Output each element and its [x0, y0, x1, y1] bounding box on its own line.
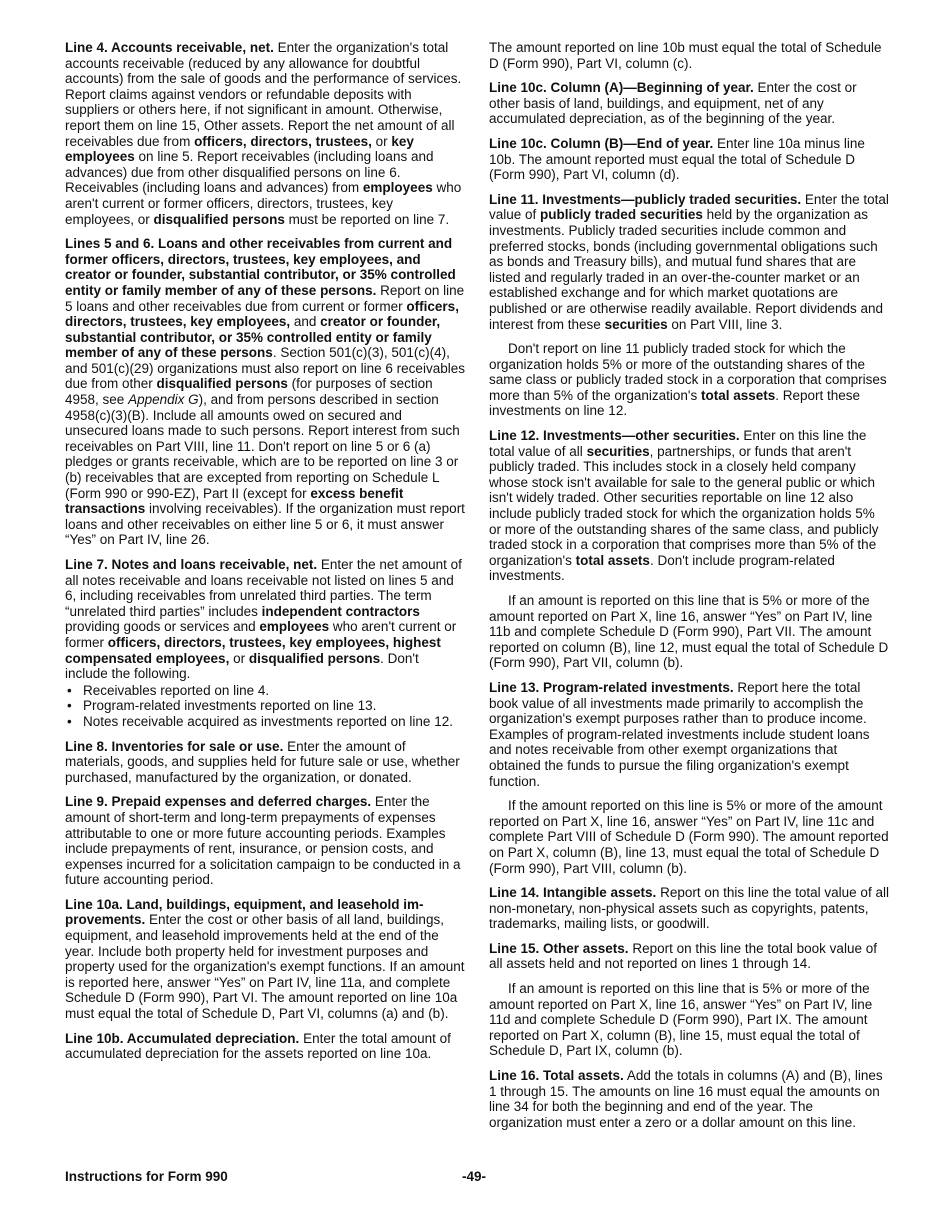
text-run: who aren't current or former — [65, 619, 457, 650]
bold-term: Line 9. Prepaid expenses and deferred charges. — [65, 794, 372, 810]
footer-form-title: Instructions for Form 990 — [65, 1169, 228, 1184]
bold-term: total assets — [700, 387, 776, 403]
text-run: must be reported on line 7. — [284, 211, 450, 227]
text-run: Report on line 5 loans and other receivables due from current or former — [65, 282, 465, 314]
paragraph — [65, 794, 465, 888]
text-run: Don't report on line 11 publicly traded stock for which the organization holds 5% or more of the outstanding shares of the same class or publicly traded stock in a corporation that comprises more than 5% of the organization's — [489, 341, 887, 403]
bold-term: securities — [604, 316, 668, 332]
paragraph — [489, 192, 889, 332]
bold-term: employees — [362, 180, 433, 196]
paragraph — [65, 236, 465, 548]
text-run: who aren't current or former officers, directors, trustees, key employees, or — [65, 180, 462, 227]
bold-term: officers, directors, trustees, key employees, highest compensated employees, — [65, 634, 441, 666]
paragraph — [489, 341, 889, 419]
text-run: . Section 501(c)(3), 501(c)(4), and 501(c)(29) organizations must also report on line 6 receivables due from other — [65, 345, 465, 392]
bold-term: disqualified persons — [248, 650, 381, 666]
page-number: -49- — [462, 1169, 487, 1184]
text-run: on line 5. Report receivables (including loans and advances) due from other disqualified persons on line 6. Receivables (including loans and advances) from — [65, 149, 434, 196]
bold-term: key employees — [65, 133, 414, 165]
text-run: (for purposes of section 4958, see — [65, 376, 433, 408]
text-run: Enter the total amount of accumulated depreciation for the assets reported on line 10a. — [65, 1030, 451, 1062]
text-run: on Part VIII, line 3. — [667, 316, 783, 332]
text-run: Report here the total book value of all investments made primarily to accomplish the organization's exempt purposes rather than to produce income. Examples of program-related investments include student loans and notes receivable from other exempt organizations that obtained the funds to pursue the filing organization's exempt function. — [489, 679, 870, 789]
bold-term: Line 16. Total assets. — [489, 1068, 624, 1084]
paragraph — [489, 136, 889, 183]
text-run: . Don't include the following. — [65, 650, 419, 682]
paragraph — [489, 981, 889, 1059]
paragraph — [489, 941, 889, 972]
bold-term: disqualified persons — [156, 376, 288, 392]
right-column — [489, 40, 889, 1139]
bold-term: employees — [259, 619, 330, 635]
text-run: providing goods or services and — [65, 619, 260, 635]
paragraph — [489, 80, 889, 127]
bold-term: Line 8. Inventories for sale or use. — [65, 738, 284, 754]
bold-term: disqualified persons — [153, 211, 285, 227]
italic-reference: Appendix G — [128, 392, 199, 408]
paragraph — [65, 1031, 465, 1062]
bold-term: creator or founder, substantial contributor, or 35% controlled entity or family member of any of these persons — [65, 314, 441, 361]
text-run: Add the totals in columns (A) and (B), lines 1 through 15. The amounts on line 16 must equal the amounts on line 34 for both the beginning and end of the year. The organization must enter a zero or a dollar amount on this line. — [489, 1068, 883, 1130]
paragraph — [65, 739, 465, 786]
text-run: or — [229, 650, 249, 666]
bold-term: excess benefit transactions — [65, 485, 404, 517]
bold-term: Line 10c. Column (A)—Beginning of year. — [489, 80, 754, 96]
text-run: If an amount is reported on this line that is 5% or more of the amount reported on Part X, line 16, answer “Yes” on Part IV, line 11d and complete Schedule D (Form 990), Part IX. The amount reported on Part X, column (B), line 15, must equal the total of Schedule D, Part IX, column (b). — [489, 981, 873, 1059]
text-run: If an amount is reported on this line that is 5% or more of the amount reported on Part X, line 16, answer “Yes” on Part IV, line 11b and complete Schedule D (Form 990), Part VII. The amount reported on column (B), line 12, must equal the total of Schedule D (Form 990), Part VII, column (b). — [489, 593, 889, 671]
text-run: Report on this line the total book value of all assets held and not reported on lines 1 through 14. — [489, 940, 877, 972]
text-run: or — [371, 133, 392, 149]
text-run: Enter the cost or other basis of all land, buildings, equipment, and leasehold improvements held at the end of the year. Include both property held for investment purposes and property used for the organization's exempt functions. If an amount is reported here, answer “Yes” on Part IV, line 11a, and complete Schedule D (Form 990), Part VI. The amount reported on line 10a must equal the total of Schedule D, Part VI, columns (a) and (b). — [65, 912, 465, 1022]
bullet-item: • Program-related investments reported on line 13. — [65, 698, 465, 714]
paragraph — [489, 1068, 889, 1130]
bold-term: Line 11. Investments—publicly traded securities. — [489, 191, 802, 207]
paragraph — [489, 593, 889, 671]
bold-term: Line 10c. Column (B)—End of year. — [489, 135, 714, 151]
text-run: Enter the amount of materials, goods, and supplies held for future sale or use, whether purchased, manufactured by the organization, or donated. — [65, 738, 460, 785]
bold-term: Lines 5 and 6. Loans and other receivables from current and former officers, directors, trustees, key employees, and creator or founder, substantial contributor, or 35% controlled entity or family member of any of these persons. — [65, 236, 456, 298]
paragraph — [489, 798, 889, 876]
bold-term: Line 14. Intangible assets. — [489, 885, 657, 901]
text-run: If the amount reported on this line is 5% or more of the amount reported on Part X, line 16, answer “Yes” on Part IV, line 11c and complete Part VIII of Schedule D (Form 990). The amount reported on Part X, column (B), line 13, must equal the total of Schedule D (Form 990), Part VIII, column (b). — [489, 798, 889, 876]
bold-term: publicly traded securities — [540, 207, 703, 223]
left-column — [65, 40, 465, 1071]
text-run: Enter on this line the total value of all — [489, 428, 867, 459]
paragraph — [489, 680, 889, 789]
bold-term: Line 10b. Accumulated depreciation. — [65, 1030, 300, 1046]
text-run: Enter the cost or other basis of land, buildings, and equipment, net of any accumulated depreciation, as of the beginning of the year. — [489, 80, 857, 127]
paragraph — [65, 40, 465, 227]
text-run: Enter the organization's total accounts receivable (reduced by any allowance for doubtful accounts) from the sale of goods and the performance of services. Report claims against vendors or refundable deposits with suppliers or others here, if not significant in amount. Otherwise, report them on line 15, Other assets. Report the net amount of all receivables due from — [65, 40, 462, 149]
text-run: Enter the total value of — [489, 191, 889, 223]
text-run: . Report these investments on line 12. — [489, 387, 861, 419]
paragraph — [65, 557, 465, 682]
bold-term: Line 4. Accounts receivable, net. — [65, 40, 274, 55]
text-run: . Don't include program-related investments. — [489, 552, 835, 584]
text-run: Enter the net amount of all notes receivable and loans receivable not listed on lines 5 and 6, including receivables from unrelated third parties. The term “unrelated third parties” includes — [65, 557, 462, 619]
bullet-item: • Receivables reported on line 4. — [65, 683, 465, 699]
bold-term: independent contractors — [261, 603, 420, 619]
bold-term: Line 13. Program-related investments. — [489, 679, 734, 695]
bold-term: Line 7. Notes and loans receivable, net. — [65, 557, 318, 572]
text-run: Report on this line the total value of all non-monetary, non-physical assets such as copyrights, patents, trademarks, mailing lists, or goodwill. — [489, 885, 889, 932]
text-run: Enter line 10a minus line 10b. The amount reported must equal the total of Schedule D (Form 990), Part VI, column (d). — [489, 135, 865, 183]
text-run: held by the organization as investments. Publicly traded securities include common and preferred stocks, bonds (including governmental obligations such as bonds and Treasury bills), and mutual fund shares that are listed and regularly traded in an over-the-counter market or an established exchange and for which market quotations are published or are otherwise readily available. Report dividends and interest from these — [489, 207, 883, 332]
paragraph — [489, 40, 889, 71]
text-run: ), and from persons described in section 4958(c)(3)(B). Include all amounts owed on secured and unsecured loans made to such persons. Report interest from such receivables on Part VIII, line 11. Don't report on line 5 or 6 (a) pledges or grants receivable, which are to be reported on line 3 or (b) receivables that are excepted from reporting on Schedule L (Form 990 or 990-EZ), Part II (except for — [65, 392, 460, 501]
paragraph — [65, 897, 465, 1022]
text-run: Enter the amount of short-term and long-term prepayments of expenses attributable to one or more future accounting periods. Examples include prepayments of rent, insurance, or pension costs, and expenses incurred for a solicitation campaign to be conducted in a future accounting period. — [65, 794, 461, 888]
text-run: , partnerships, or funds that aren't publicly traded. This includes stock in a closely held company whose stock isn't available for sale to the general public or which isn't widely traded. Other securities reportable on line 12 also include publicly traded stock for which the organization holds 5% or more of the outstanding shares of the same class, and publicly traded stock in a corporation that comprises more than 5% of the organization's — [489, 443, 879, 568]
bold-term: Line 12. Investments—other securities. — [489, 428, 740, 444]
paragraph — [489, 885, 889, 932]
bold-term: securities — [586, 443, 650, 459]
bold-term: Line 10a. Land, buildings, equipment, and leasehold im-provements. — [65, 896, 424, 928]
paragraph — [489, 428, 889, 584]
bullet-list — [65, 683, 465, 730]
bold-term: officers, directors, trustees, key employees, — [65, 298, 459, 330]
bold-term: total assets — [575, 552, 650, 568]
text-run: involving receivables). If the organization must report loans and other receivables on either line 5 or 6, it must answer “Yes” on Part IV, line 26. — [65, 501, 465, 548]
text-run: The amount reported on line 10b must equal the total of Schedule D (Form 990), Part VI, column (c). — [489, 40, 882, 71]
bullet-item: • Notes receivable acquired as investments reported on line 12. — [65, 714, 465, 730]
bold-term: officers, directors, trustees, — [194, 133, 372, 149]
bold-term: Line 15. Other assets. — [489, 940, 629, 956]
text-run: and — [290, 314, 321, 330]
